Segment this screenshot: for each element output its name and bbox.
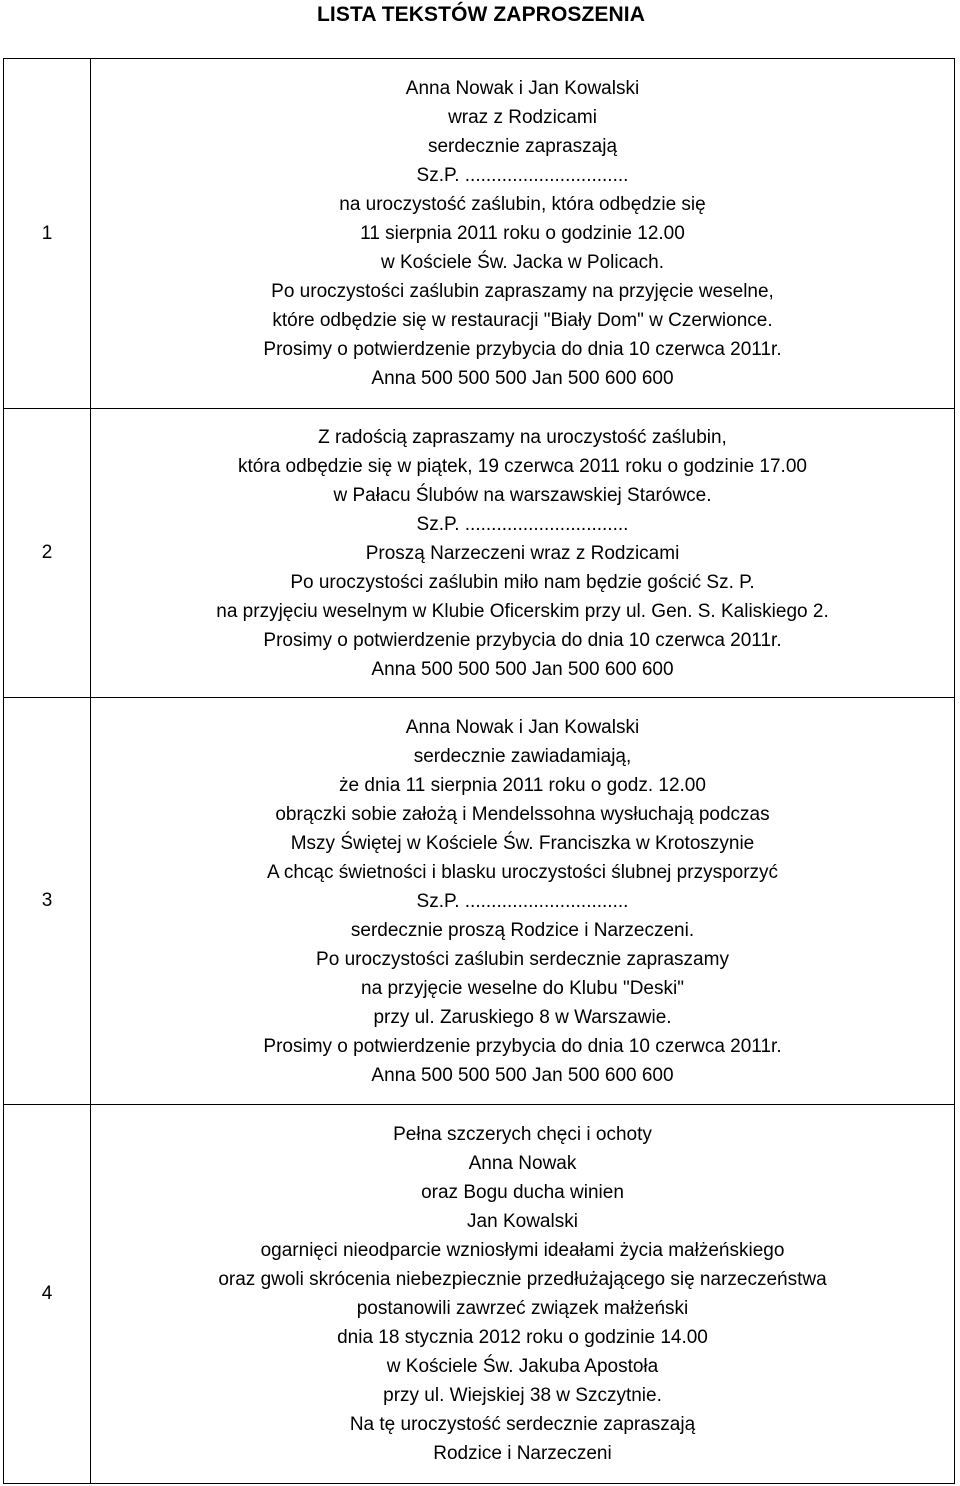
invitation-row bbox=[4, 59, 955, 409]
invitation-line: oraz gwoli skrócenia niebezpiecznie przedłużającego się narzeczeństwa bbox=[218, 1269, 827, 1290]
invitation-line: Po uroczystości zaślubin miło nam będzie gościć Sz. P. bbox=[290, 571, 755, 593]
invitation-line: 11 sierpnia 2011 roku o godzinie 12.00 bbox=[360, 223, 685, 244]
invitation-line: przy ul. Zaruskiego 8 w Warszawie. bbox=[373, 1006, 672, 1028]
row-number: 4 bbox=[4, 1105, 91, 1484]
invitation-text bbox=[91, 698, 955, 1105]
invitation-text bbox=[91, 409, 955, 698]
invitation-line: Anna Nowak bbox=[468, 1153, 577, 1174]
invitation-line: serdecznie zapraszają bbox=[427, 136, 618, 157]
invitation-line: Anna Nowak i Jan Kowalski bbox=[405, 716, 640, 738]
invitation-line: Jan Kowalski bbox=[467, 1211, 578, 1232]
invitation-line: Rodzice i Narzeczeni bbox=[433, 1443, 612, 1464]
invitation-line: na przyjęciu weselnym w Klubie Oficerskim przy ul. Gen. S. Kaliskiego 2. bbox=[216, 600, 829, 622]
invitation-line: która odbędzie się w piątek, 19 czerwca 2011 roku o godzinie 17.00 bbox=[238, 455, 807, 477]
invitation-line: które odbędzie się w restauracji "Biały Dom" w Czerwionce. bbox=[272, 310, 773, 331]
invitation-line: Anna Nowak i Jan Kowalski bbox=[405, 78, 640, 99]
invitation-line: że dnia 11 sierpnia 2011 roku o godz. 12.00 bbox=[339, 774, 706, 796]
invitation-text bbox=[91, 1105, 955, 1484]
invitation-line: Z radością zapraszamy na uroczystość zaślubin, bbox=[318, 426, 727, 448]
invitation-line: Pełna szczerych chęci i ochoty bbox=[393, 1124, 652, 1145]
invitation-line: w Pałacu Ślubów na warszawskiej Starówce. bbox=[333, 484, 712, 506]
invitation-line: dnia 18 stycznia 2012 roku o godzinie 14.00 bbox=[337, 1327, 708, 1348]
invitation-row bbox=[4, 409, 955, 698]
invitation-line: na przyjęcie weselne do Klubu "Deski" bbox=[361, 977, 684, 999]
invitation-line: Prosimy o potwierdzenie przybycia do dnia 10 czerwca 2011r. bbox=[263, 339, 782, 360]
invitation-line: Na tę uroczystość serdecznie zapraszają bbox=[349, 1414, 696, 1435]
invitation-line: Anna 500 500 500 Jan 500 600 600 bbox=[371, 658, 674, 680]
invitation-text bbox=[91, 59, 955, 409]
invitation-line: Sz.P. ............................... bbox=[416, 890, 629, 912]
page-title: LISTA TEKSTÓW ZAPROSZENIA bbox=[317, 3, 645, 26]
invitation-line: obrączki sobie założą i Mendelssohna wysłuchają podczas bbox=[275, 803, 770, 825]
invitation-row bbox=[4, 698, 955, 1105]
invitation-line: oraz Bogu ducha winien bbox=[421, 1182, 624, 1203]
invitation-line: Proszą Narzeczeni wraz z Rodzicami bbox=[365, 542, 680, 564]
invitation-line: Prosimy o potwierdzenie przybycia do dnia 10 czerwca 2011r. bbox=[263, 629, 782, 651]
invitation-line: serdecznie proszą Rodzice i Narzeczeni. bbox=[350, 919, 695, 941]
invitation-line: w Kościele Św. Jacka w Policach. bbox=[380, 252, 664, 273]
invitation-line: w Kościele Św. Jakuba Apostoła bbox=[386, 1356, 659, 1377]
invitation-line: Sz.P. ............................... bbox=[416, 165, 629, 186]
invitation-line: postanowili zawrzeć związek małżeński bbox=[356, 1298, 689, 1319]
invitation-line: Prosimy o potwierdzenie przybycia do dnia 10 czerwca 2011r. bbox=[263, 1035, 782, 1057]
invitation-line: serdecznie zawiadamiają, bbox=[413, 745, 632, 767]
invitation-line: Po uroczystości zaślubin zapraszamy na przyjęcie weselne, bbox=[271, 281, 774, 302]
row-number: 3 bbox=[4, 698, 91, 1105]
invitation-line: Sz.P. ............................... bbox=[416, 513, 629, 535]
row-number: 2 bbox=[4, 409, 91, 698]
invitation-line: Po uroczystości zaślubin serdecznie zapraszamy bbox=[316, 948, 729, 970]
invitation-line: Mszy Świętej w Kościele Św. Franciszka w Krotoszynie bbox=[290, 832, 755, 854]
invitation-line: na uroczystość zaślubin, która odbędzie się bbox=[339, 194, 706, 215]
invitation-line: wraz z Rodzicami bbox=[448, 107, 597, 128]
invitation-line: ogarnięci nieodparcie wzniosłymi ideałami życia małżeńskiego bbox=[260, 1240, 785, 1261]
invitation-texts-table bbox=[3, 58, 955, 1484]
row-number: 1 bbox=[4, 59, 91, 409]
invitation-row bbox=[4, 1105, 955, 1484]
invitation-line: Anna 500 500 500 Jan 500 600 600 bbox=[371, 1064, 674, 1086]
invitation-line: przy ul. Wiejskiej 38 w Szczytnie. bbox=[383, 1385, 662, 1406]
invitation-line: A chcąc świetności i blasku uroczystości ślubnej przysporzyć bbox=[266, 861, 779, 883]
invitation-line: Anna 500 500 500 Jan 500 600 600 bbox=[371, 368, 674, 389]
